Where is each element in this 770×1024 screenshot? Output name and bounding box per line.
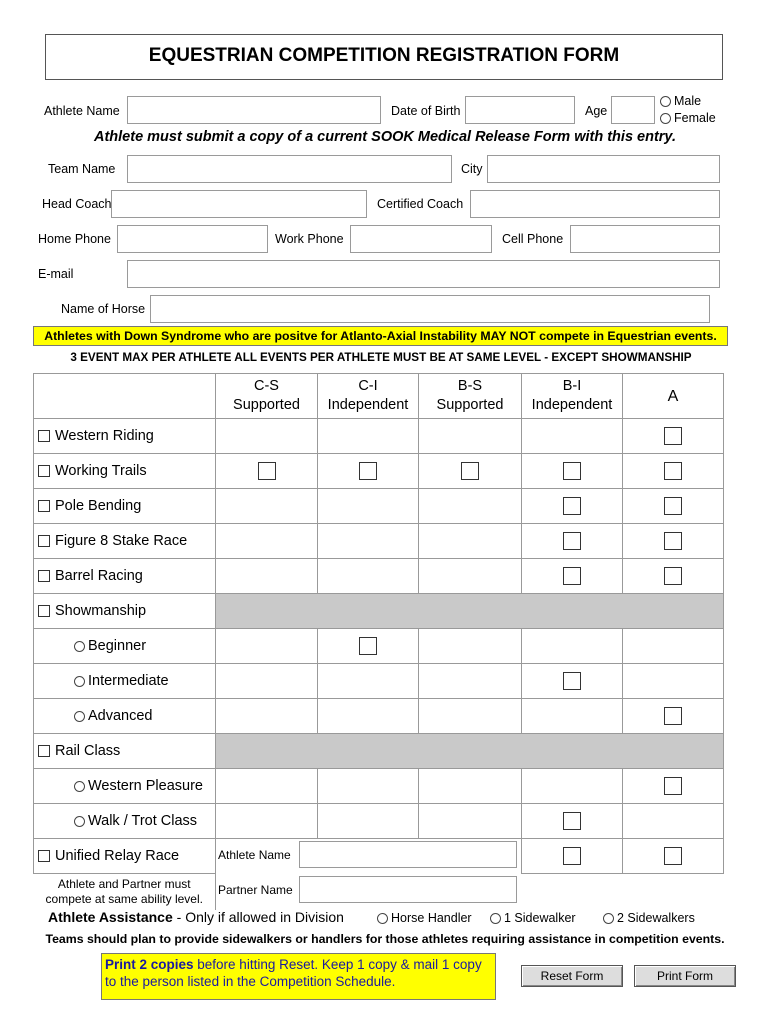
- horse-name-input[interactable]: [150, 295, 710, 323]
- gender-male[interactable]: Male: [660, 94, 701, 108]
- table-row: [34, 839, 724, 874]
- checkbox-icon[interactable]: [38, 430, 50, 442]
- checkbox-icon[interactable]: [38, 500, 50, 512]
- relay-names-cell: [216, 839, 522, 911]
- event-showmanship[interactable]: Showmanship: [34, 594, 216, 629]
- checkbox-icon[interactable]: [38, 850, 50, 862]
- checkbox-barrel-racing-a[interactable]: [664, 567, 682, 585]
- radio-icon[interactable]: [490, 913, 501, 924]
- work-phone-input[interactable]: [350, 225, 492, 253]
- home-phone-input[interactable]: [117, 225, 268, 253]
- checkbox-icon[interactable]: [38, 535, 50, 547]
- shaded-cell: [216, 594, 724, 629]
- relay-athlete-label: Athlete Name: [218, 848, 291, 862]
- table-row: [34, 454, 724, 489]
- checkbox-working-trails-bs[interactable]: [461, 462, 479, 480]
- table-row: [34, 419, 724, 454]
- assist-2-sidewalkers[interactable]: 2 Sidewalkers: [603, 911, 695, 925]
- col-bs: B-S Supported: [419, 374, 522, 419]
- event-pole-bending[interactable]: Pole Bending: [34, 489, 216, 524]
- checkbox-working-trails-cs[interactable]: [258, 462, 276, 480]
- medical-notice: Athlete must submit a copy of a current SOOK Medical Release Form with this entry.: [93, 129, 676, 145]
- dob-input[interactable]: [465, 96, 575, 124]
- age-label: Age: [585, 104, 608, 118]
- teams-notice: Teams should plan to provide sidewalkers or handlers for those athletes requiring assistance in competition events.: [45, 932, 725, 946]
- level-intermediate[interactable]: Intermediate: [34, 664, 216, 699]
- certified-coach-label: Certified Coach: [377, 197, 464, 211]
- assist-1-sidewalker[interactable]: 1 Sidewalker: [490, 911, 576, 925]
- event-working-trails[interactable]: Working Trails: [34, 454, 216, 489]
- checkbox-figure8-bi[interactable]: [563, 532, 581, 550]
- relay-partner-input[interactable]: [299, 876, 517, 903]
- table-row: [34, 769, 724, 804]
- relay-athlete-input[interactable]: [299, 841, 517, 868]
- checkbox-unified-relay-a[interactable]: [664, 847, 682, 865]
- radio-icon[interactable]: [74, 711, 85, 722]
- shaded-cell: [216, 734, 724, 769]
- head-coach-label: Head Coach: [42, 197, 112, 211]
- event-rail-class[interactable]: Rail Class: [34, 734, 216, 769]
- assistance-label: Athlete Assistance - Only if allowed in Division: [48, 909, 344, 925]
- male-radio-icon[interactable]: [660, 96, 671, 107]
- checkbox-figure8-a[interactable]: [664, 532, 682, 550]
- reset-form-button[interactable]: Reset Form: [521, 965, 623, 987]
- athlete-name-label: Athlete Name: [44, 104, 120, 118]
- checkbox-icon[interactable]: [38, 570, 50, 582]
- team-name-label: Team Name: [48, 162, 116, 176]
- checkbox-working-trails-bi[interactable]: [563, 462, 581, 480]
- table-row: [34, 804, 724, 839]
- event-figure8[interactable]: Figure 8 Stake Race: [34, 524, 216, 559]
- radio-icon[interactable]: [74, 816, 85, 827]
- athlete-name-input[interactable]: [127, 96, 381, 124]
- radio-icon[interactable]: [74, 781, 85, 792]
- header-blank: [34, 374, 216, 419]
- cell-phone-label: Cell Phone: [502, 232, 564, 246]
- level-western-pleasure[interactable]: Western Pleasure: [34, 769, 216, 804]
- col-a: A: [623, 374, 724, 419]
- col-ci: C-I Independent: [318, 374, 419, 419]
- email-input[interactable]: [127, 260, 720, 288]
- table-row: [34, 734, 724, 769]
- radio-icon[interactable]: [74, 641, 85, 652]
- checkbox-icon[interactable]: [38, 465, 50, 477]
- work-phone-label: Work Phone: [275, 232, 344, 246]
- city-label: City: [461, 162, 483, 176]
- city-input[interactable]: [487, 155, 720, 183]
- events-table: [33, 373, 724, 910]
- relay-partner-label: Partner Name: [218, 883, 293, 897]
- event-barrel-racing[interactable]: Barrel Racing: [34, 559, 216, 594]
- email-label: E-mail: [38, 267, 74, 281]
- table-row: [34, 629, 724, 664]
- cell-phone-input[interactable]: [570, 225, 720, 253]
- gender-female[interactable]: Female: [660, 111, 716, 125]
- checkbox-unified-relay-bi[interactable]: [563, 847, 581, 865]
- level-walk-trot[interactable]: Walk / Trot Class: [34, 804, 216, 839]
- checkbox-icon[interactable]: [38, 745, 50, 757]
- dob-label: Date of Birth: [391, 104, 461, 118]
- checkbox-pole-bending-bi[interactable]: [563, 497, 581, 515]
- level-beginner[interactable]: Beginner: [34, 629, 216, 664]
- col-cs: C-S Supported: [216, 374, 318, 419]
- certified-coach-input[interactable]: [470, 190, 720, 218]
- checkbox-working-trails-a[interactable]: [664, 462, 682, 480]
- checkbox-western-riding-a[interactable]: [664, 427, 682, 445]
- event-western-riding[interactable]: Western Riding: [34, 419, 216, 454]
- radio-icon[interactable]: [377, 913, 388, 924]
- down-syndrome-notice: Athletes with Down Syndrome who are positve for Atlanto-Axial Instability MAY NOT compete in Equestrian events.: [33, 326, 728, 346]
- checkbox-intermediate-bi[interactable]: [563, 672, 581, 690]
- checkbox-icon[interactable]: [38, 605, 50, 617]
- checkbox-working-trails-ci[interactable]: [359, 462, 377, 480]
- event-unified-relay[interactable]: Unified Relay Race: [34, 839, 216, 874]
- table-row: [34, 524, 724, 559]
- checkbox-pole-bending-a[interactable]: [664, 497, 682, 515]
- team-name-input[interactable]: [127, 155, 452, 183]
- print-notice: Print 2 copies before hitting Reset. Keep 1 copy & mail 1 copy to the person listed in the Competition Schedule.: [101, 953, 496, 1000]
- table-row: [34, 699, 724, 734]
- table-row: [34, 559, 724, 594]
- horse-name-label: Name of Horse: [61, 302, 146, 316]
- table-header-row: [34, 374, 724, 419]
- event-max-notice: 3 EVENT MAX PER ATHLETE ALL EVENTS PER ATHLETE MUST BE AT SAME LEVEL - EXCEPT SHOWMANSHIP: [70, 351, 692, 364]
- assist-horse-handler[interactable]: Horse Handler: [377, 911, 472, 925]
- level-advanced[interactable]: Advanced: [34, 699, 216, 734]
- checkbox-barrel-racing-bi[interactable]: [563, 567, 581, 585]
- col-bi: B-I Independent: [522, 374, 623, 419]
- checkbox-beginner-ci[interactable]: [359, 637, 377, 655]
- checkbox-walk-trot-bi[interactable]: [563, 812, 581, 830]
- female-radio-icon[interactable]: [660, 113, 671, 124]
- radio-icon[interactable]: [74, 676, 85, 687]
- checkbox-western-pleasure-a[interactable]: [664, 777, 682, 795]
- radio-icon[interactable]: [603, 913, 614, 924]
- print-form-button[interactable]: Print Form: [634, 965, 736, 987]
- table-row: [34, 489, 724, 524]
- relay-note: Athlete and Partner must compete at same ability level.: [45, 877, 203, 906]
- table-row: [34, 594, 724, 629]
- head-coach-input[interactable]: [111, 190, 367, 218]
- form-title: EQUESTRIAN COMPETITION REGISTRATION FORM: [148, 45, 620, 66]
- checkbox-advanced-a[interactable]: [664, 707, 682, 725]
- age-input[interactable]: [611, 96, 655, 124]
- home-phone-label: Home Phone: [38, 232, 111, 246]
- table-row: [34, 664, 724, 699]
